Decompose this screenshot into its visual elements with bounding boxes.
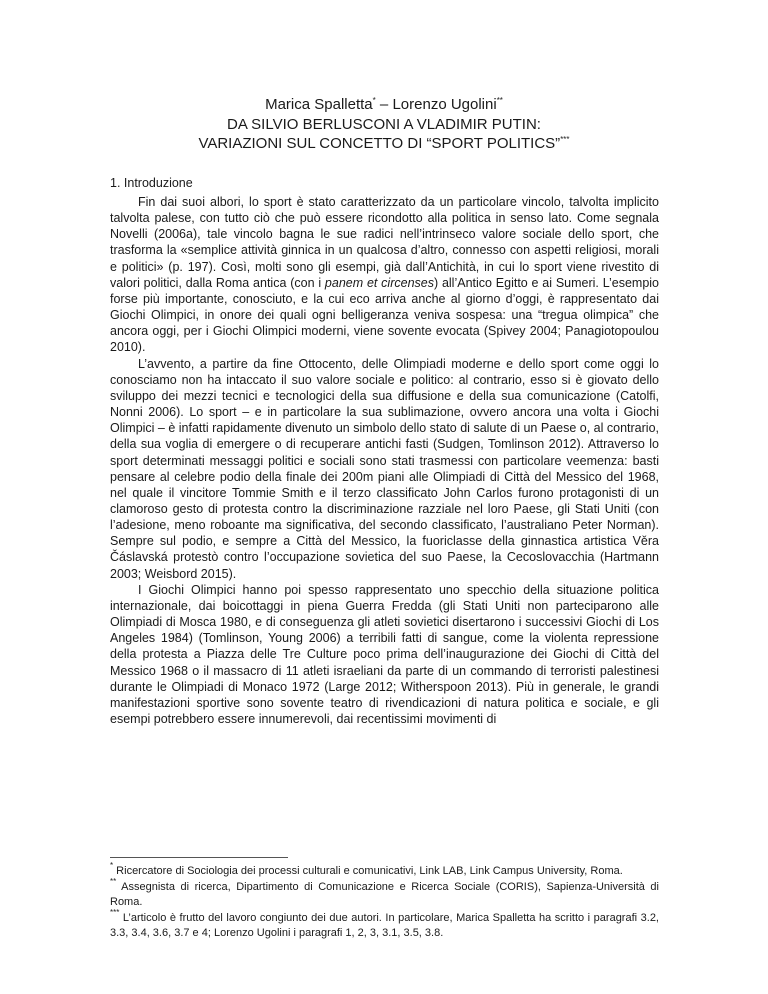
article-header xyxy=(0,95,768,153)
paragraph-3: I Giochi Olimpici hanno poi spesso rappresentato uno specchio della situazione politica internazionale, dai boicottaggi in piena Guerra Fredda (gli Stati Uniti non parteciparono alle Olimpiadi di Mosca 1980, e di conseguenza gli atleti sovietici disertarono i successivi Giochi di Los Angeles 1984) (Tomlinson, Young 2006) a terribili fatti di sangue, come la violenta repressione della protesta a Piazza delle Tre Culture poco prima dell’inaugurazione dei Giochi di Città del Messico 1968 o il massacro di 11 atleti israeliani da parte di un commando di terroristi palestinesi durante le Olimpiadi di Monaco 1972 (Large 2012; Witherspoon 2013). Più in generale, le grandi manifestazioni sportive sono sovente teatro di rivendicazioni di natura politica e sociale, e gli esempi potrebbero essere innumerevoli, dai recentissimi movimenti di xyxy=(110,582,659,726)
footnote-3-mark: *** xyxy=(110,907,120,917)
footnote-1-mark: * xyxy=(110,861,114,870)
paragraph-1 xyxy=(110,194,659,356)
footnote-2-text: Assegnista di ricerca, Dipartimento di Comunicazione e Ricerca Sociale (CORIS), Sapienza-Università di Roma. xyxy=(110,880,659,909)
article-title-line-1: DA SILVIO BERLUSCONI A VLADIMIR PUTIN: xyxy=(227,116,541,133)
paragraph-1-part-b: ) all’Antico Egitto e ai Sumeri. L’esempio forse più importante, conosciuto, e la cui eco arriva anche al giorno d’oggi, è rappresentato dai Giochi Olimpici, in onore dei quali ogni belligeranza veniva sospesa: una “tregua olimpica” che ancora oggi, per i Giochi Olimpici moderni, viene sovente evocata (Spivey 2004; Panagiotopoulou 2010). xyxy=(110,275,660,355)
paragraph-2: L’avvento, a partire da fine Ottocento, delle Olimpiadi moderne e dello sport come oggi lo conosciamo non ha intaccato il suo valore sociale e politico: al contrario, esso si è giovato dello sviluppo dei mezzi tecnici e tecnologici della sua diffusione e della sua comunicazione (Catolfi, Nonni 2006). Lo sport – e in particolare la sua sublimazione, ovvero ancora una volta i Giochi Olimpici – è infatti rapidamente divenuto un simbolo dello stato di salute di un Paese o, al contrario, della sua voglia di emergere o di recuperare antichi fasti (Sudgen, Tomlinson 2012). Attraverso lo sport determinati messaggi politici e sociali sono stati trasmessi con particolare veemenza: basti pensare al celebre podio della finale dei 200m piani alle Olimpiadi di Città del Messico del 1968, nel quale il vincitore Tommie Smith e il terzo classificato John Carlos furono protagonisti di un clamoroso gesto di protesta contro la discriminazione razziale nel loro Paese, gli Stati Uniti (con l’adesione, meno roboante ma significativa, del secondo classificato, l’australiano Peter Norman). Sempre sul podio, e sempre a Città del Messico, la fuoriclasse della ginnastica artistica Věra Čáslavská protestò contro l’occupazione sovietica del suo Paese, la Cecoslovacchia (Hartmann 2003; Weisbord 2015). xyxy=(110,356,659,581)
footnote-3-text: L’articolo è frutto del lavoro congiunto dei due autori. In particolare, Marica Spalletta ha scritto i paragrafi 3.2, 3.3, 3.4, 3.6, 3.7 e 4; Lorenzo Ugolini i paragrafi 1, 2, 3, 3.1, 3.5, 3.8. xyxy=(110,911,659,940)
author-name-2: Lorenzo Ugolini xyxy=(392,96,497,113)
footnote-1 xyxy=(110,861,659,880)
article-title-line-2 xyxy=(0,134,768,153)
latin-phrase: panem et circenses xyxy=(324,275,434,290)
footnote-marker-1[interactable]: * xyxy=(372,96,376,105)
paragraph-1-part-a: Fin dai suoi albori, lo sport è stato caratterizzato da un particolare vincolo, talvolta implicito talvolta palese, con tutto ciò che può essere ricondotto alla politica in senso lato. Come segnala Novelli (2006a), tale vincolo bagna le sue radici nell’intrinseco valore sociale dello sport, che trasforma la «semplice attività ginnica in un qualcosa d’altro, connesso con aspetti religiosi, morali e politici» (p. 197). Così, molti sono gli esempi, già dall’Antichità, in cui lo sport viene rivestito di valori politici, dalla Roma antica (con i xyxy=(110,195,659,290)
footnotes xyxy=(110,861,659,942)
article-title-text: VARIAZIONI SUL CONCETTO DI “SPORT POLITICS” xyxy=(198,135,561,152)
footnote-marker-2[interactable]: ** xyxy=(496,96,503,105)
footnote-marker-3[interactable]: *** xyxy=(560,135,570,144)
footnote-3 xyxy=(110,907,659,942)
body-text xyxy=(110,194,659,727)
author-line xyxy=(0,95,768,115)
footnote-divider xyxy=(110,857,288,858)
section-heading: 1. Introduzione xyxy=(110,176,193,190)
author-separator: – xyxy=(375,96,393,113)
footnote-2 xyxy=(110,876,659,911)
footnote-2-mark: ** xyxy=(110,876,117,886)
author-name-1: Marica Spalletta xyxy=(265,96,373,113)
footnote-1-text: Ricercatore di Sociologia dei processi culturali e comunicativi, Link LAB, Link Campus University, Roma. xyxy=(113,865,623,877)
